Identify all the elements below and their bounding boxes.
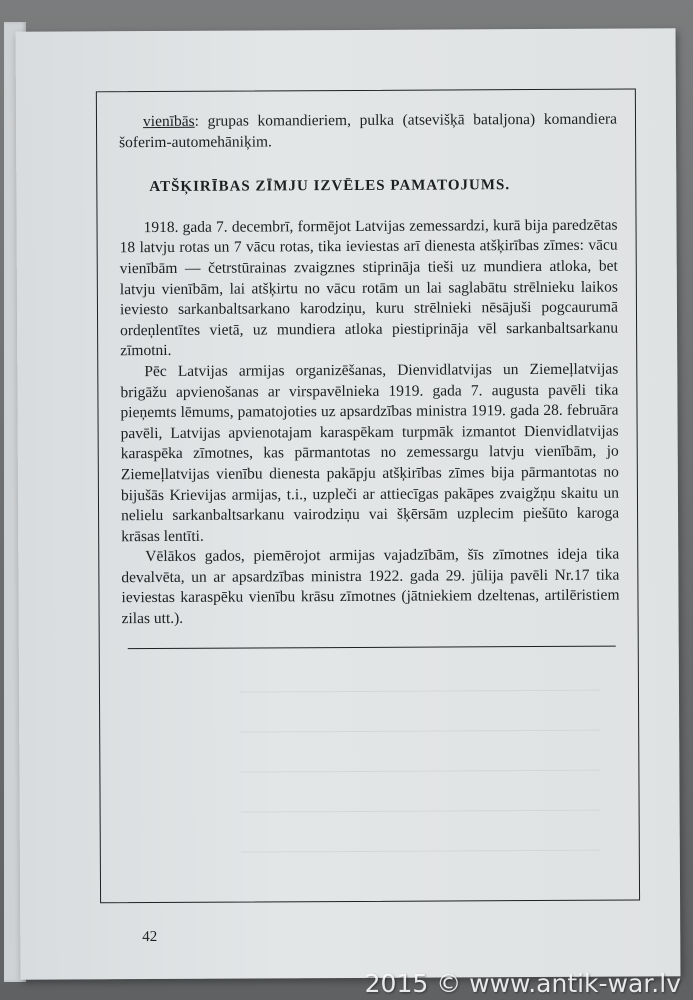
page-number: 42 xyxy=(142,929,158,946)
horizontal-rule xyxy=(128,646,616,650)
show-through-line xyxy=(241,850,601,853)
paragraph-2: Pēc Latvijas armijas organizēšanas, Dienvidlatvijas un Ziemeļlatvijas brigāžu apvienošanas ar virspavēlnieka 1919. gada 7. augusta pavēli tika pieņemts lēmums, pamatojoties uz apsardzības ministra 1919. gada 28. februāra pavēli, Latvijas apvienotajam karaspēkam turpmāk izmantot Dienvidlatvijas karaspēka zīmotnes, kas pārmantotas no zemessargu latvju vienībām, jo Ziemeļlatvijas vienību dienesta pakāpju atšķirības zīmes bija pārmantotas no bijušās Krievijas armijas, t.i., uzpleči ar attiecīgas pakāpes zvaigžņu skaitu un nelielu sarkanbaltsarkanu vairodziņu vai šķērsām uzplecim piešūto karoga krāsas lentīti. xyxy=(120,360,620,545)
paragraph-3: Vēlākos gados, piemērojot armijas vajadzībām, šīs zīmotnes ideja tika devalvēta, un ar apsardzības ministra 1922. gada 29. jūlija pavēli Nr.17 tika ieviestas karaspēku vienību krāsu zīmotnes (jātniekiem dzeltenas, artilēristiem zilas utt.). xyxy=(121,545,620,628)
page-frame xyxy=(96,88,640,903)
show-through-line xyxy=(241,810,601,813)
page-text xyxy=(119,110,620,630)
show-through-line xyxy=(240,770,600,773)
show-through-line xyxy=(240,690,600,693)
watermark: 2015 © www.antik-war.lv xyxy=(364,969,681,998)
section-heading: ATŠĶIRĪBAS ZĪMJU IZVĒLES PAMATOJUMS. xyxy=(149,177,511,196)
intro-underlined-word: vienībās xyxy=(142,112,195,131)
intro-line xyxy=(119,110,617,154)
show-through-line xyxy=(240,730,600,733)
paragraph-1: 1918. gada 7. decembrī, formējot Latvijas zemessardzi, kurā bija paredzētas 18 latvju rotas un 7 vācu rotas, tika ieviestas arī dienesta atšķirības zīmes: vācu vienībām — četrstūrainas zvaigznes stiprināja tieši uz mundiera atloka, bet latvju vienībām, lai atšķirtu no vācu rotām un lai saglabātu strēlnieku laikos ieviesto sarkanbaltsarkano karodziņu, kuru strēlnieki nēsājuši pogcaurumā ordeņlentītes vietā, uz mundiera atloka piestiprināja vēl sarkanbaltsarkanu zīmotni. xyxy=(119,216,619,360)
intro-text: : grupas komandieriem, pulka (atsevišķā bataljona) komandiera šoferim-automehāniķim. xyxy=(119,110,618,151)
book-page xyxy=(16,28,681,979)
